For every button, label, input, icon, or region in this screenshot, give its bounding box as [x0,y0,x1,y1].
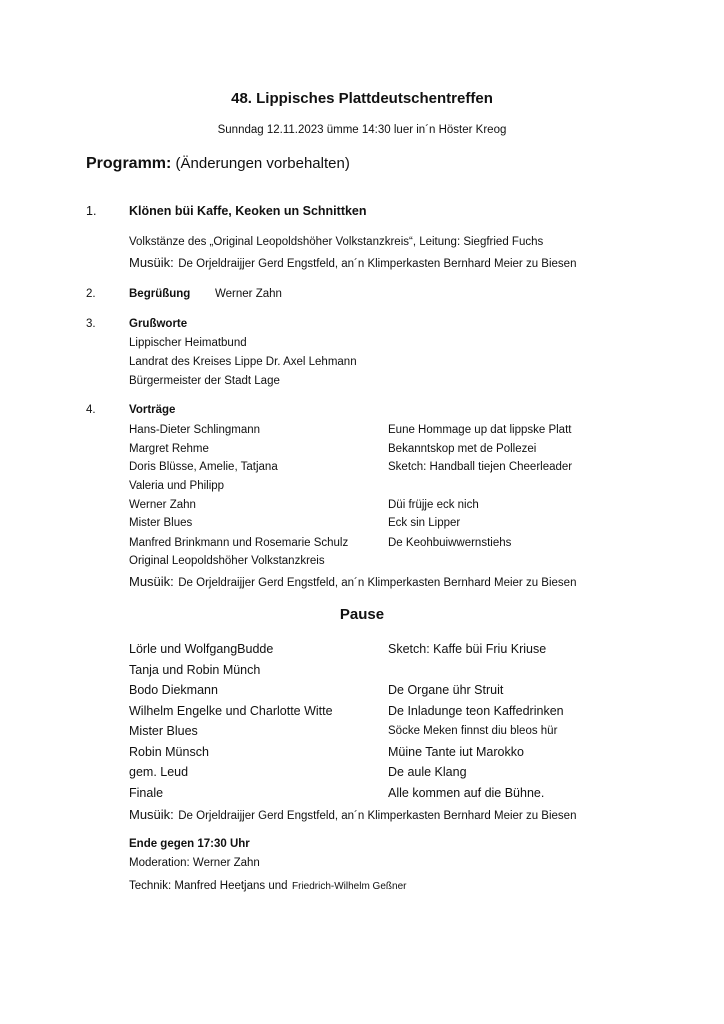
vortrag-title: Eune Hommage up dat lippske Platt [388,424,572,436]
section-4-title: Vorträge [129,404,176,416]
music-text: De Orjeldraijjer Gerd Engstfeld, an´n Klimperkasten Bernhard Meier zu Biesen [178,258,577,270]
program-heading: Programm: [86,155,172,172]
music-label: Musüik: [129,574,174,589]
pause-performer: Finale [129,786,164,800]
pause-title: Müine Tante iut Marokko [388,745,524,759]
document-title: 48. Lippisches Plattdeutschentreffen [231,90,493,107]
vortrag-performer: Margret Rehme [129,443,209,455]
pause-title: Söcke Meken finnst diu bleos hür [388,725,558,737]
technik-line [129,876,406,894]
vortrag-performer: Doris Blüsse, Amelie, Tatjana [129,461,278,473]
pause-performer: Wilhelm Engelke und Charlotte Witte [129,704,333,718]
music-label: Musüik: [129,807,174,822]
section-3-item: Landrat des Kreises Lippe Dr. Axel Lehmann [129,356,357,368]
vortrag-performer: Mister Blues [129,517,193,529]
pause-title: Sketch: Kaffe büi Friu Kriuse [388,642,547,656]
section-3-item: Bürgermeister der Stadt Lage [129,375,280,387]
vortrag-performer: Werner Zahn [129,499,196,511]
section-2-name: Werner Zahn [215,288,282,300]
music-line-3 [129,806,576,824]
pause-title: Alle kommen auf die Bühne. [388,786,545,800]
vortrag-performer: Hans-Dieter Schlingmann [129,424,261,436]
program-heading-line [86,155,350,173]
vortrag-title: Sketch: Handball tiejen Cheerleader [388,461,573,473]
section-1-line: Volkstänze des „Original Leopoldshöher Volkstanzkreis“, Leitung: Siegfried Fuchs [129,236,544,248]
pause-title: De Organe ühr Struit [388,683,504,697]
music-label: Musüik: [129,255,174,270]
pause-title: De Inladunge teon Kaffedrinken [388,704,564,718]
pause-performer: Lörle und WolfgangBudde [129,642,274,656]
pause-performer: gem. Leud [129,765,189,779]
technik-suffix: Friedrich-Wilhelm Geßner [292,881,407,892]
pause-performer: Tanja und Robin Münch [129,663,261,677]
program-note: (Änderungen vorbehalten) [175,155,350,172]
vortrag-performer: Original Leopoldshöher Volkstanzkreis [129,555,325,567]
pause-heading: Pause [339,606,385,623]
section-2-title: Begrüßung [129,288,191,300]
technik-prefix: Technik: Manfred Heetjans und [129,880,288,892]
section-2-number: 2. [86,288,96,300]
section-3-item: Lippischer Heimatbund [129,337,247,349]
section-4-number: 4. [86,404,96,416]
pause-performer: Bodo Diekmann [129,683,218,697]
music-text: De Orjeldraijjer Gerd Engstfeld, an´n Klimperkasten Bernhard Meier zu Biesen [178,810,577,822]
section-1-number: 1. [86,204,97,218]
vortrag-performer: Valeria und Philipp [129,480,225,492]
pause-title: De aule Klang [388,765,467,779]
vortrag-title: De Keohbuiwwernstiehs [388,537,512,549]
section-1-title: Klönen büi Kaffe, Keoken un Schnittken [129,204,367,218]
document-subtitle: Sunndag 12.11.2023 ümme 14:30 luer in´n Höster Kreog [217,124,507,136]
vortrag-performer: Manfred Brinkmann und Rosemarie Schulz [129,537,349,549]
vortrag-title: Eck sin Lipper [388,517,461,529]
vortrag-title: Düi früjje eck nich [388,499,479,511]
section-3-number: 3. [86,318,96,330]
pause-performer: Robin Münsch [129,745,209,759]
music-line-1 [129,254,576,272]
music-text: De Orjeldraijjer Gerd Engstfeld, an´n Klimperkasten Bernhard Meier zu Biesen [178,577,577,589]
end-time: Ende gegen 17:30 Uhr [129,838,250,850]
pause-performer: Mister Blues [129,724,198,738]
vortrag-title: Bekanntskop met de Pollezei [388,443,537,455]
music-line-2 [129,573,576,591]
moderation: Moderation: Werner Zahn [129,857,260,869]
section-3-title: Grußworte [129,318,188,330]
